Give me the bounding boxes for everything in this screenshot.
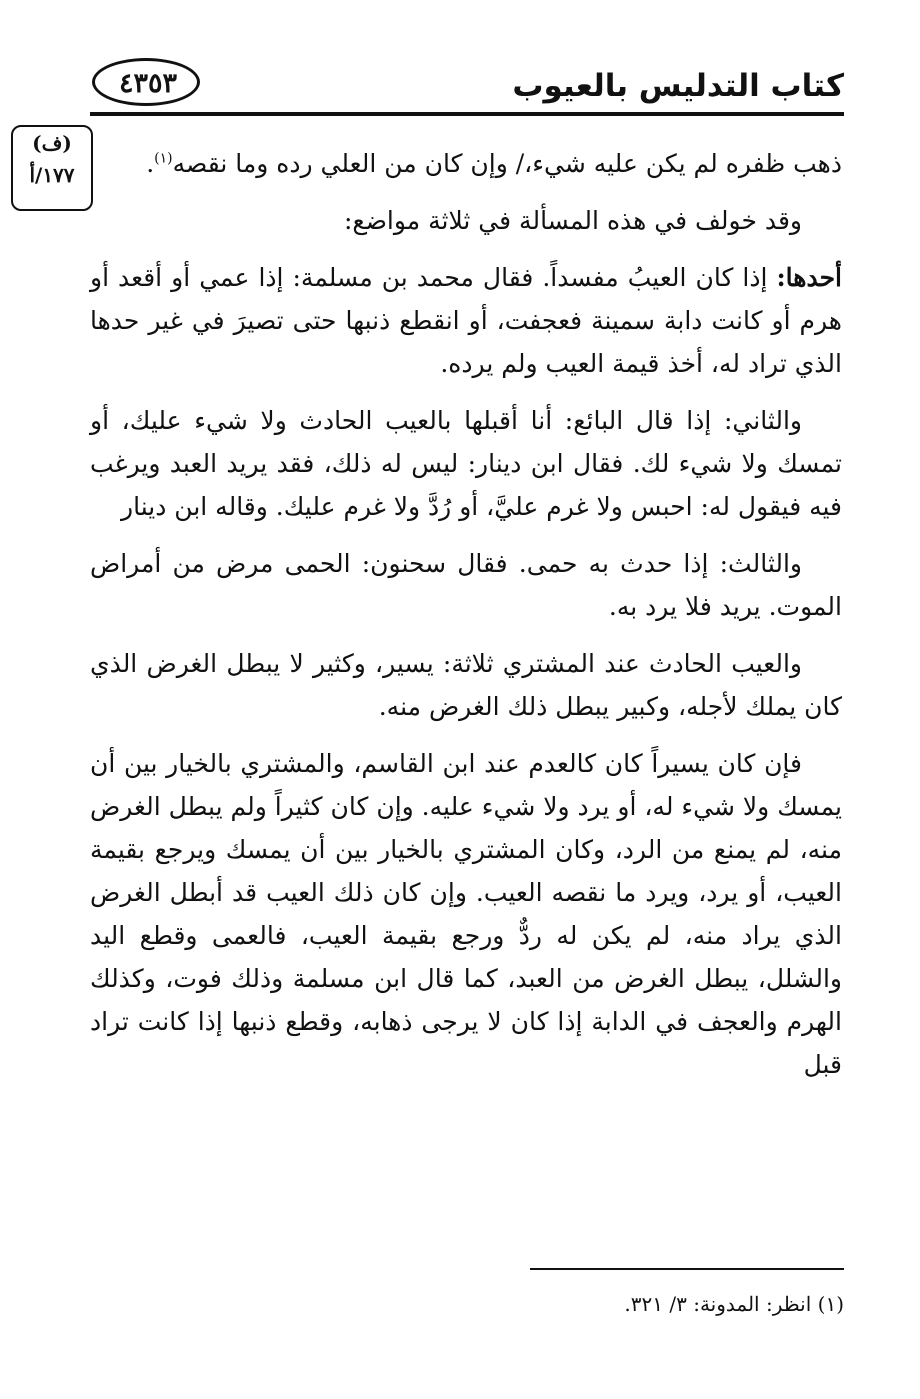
paragraph-2 bbox=[90, 199, 842, 242]
page-number: ٤٣٥٣ bbox=[118, 68, 177, 99]
paragraph-3 bbox=[90, 256, 842, 385]
paragraph-text: إذا كان العيبُ مفسداً. فقال محمد بن مسلمة: إذا عمي أو أقعد أو هرم أو كانت دابة سمينة فعجفت، أو انقطع ذنبها حتى تصيرَ في غير حدها الذي تراد له، أخذ قيمة العيب ولم يرده. bbox=[90, 263, 842, 378]
paragraph-text: والثاني: إذا قال البائع: أنا أقبلها بالعيب الحادث ولا شيء عليك، أو تمسك ولا شيء لك. فقال ابن دينار: ليس له ذلك، فقد يريد العبد ويرغب فيه فيقول له: احبس ولا غرم عليَّ، أو رُدَّ ولا غرم عليك. وقاله ابن دينار bbox=[90, 406, 842, 521]
footnote-separator bbox=[530, 1268, 844, 1270]
paragraph-4 bbox=[90, 399, 842, 528]
folio-number: ١٧٧/أ bbox=[29, 163, 75, 187]
folio-label: (ف) bbox=[32, 131, 72, 155]
paragraph-text: فإن كان يسيراً كان كالعدم عند ابن القاسم، والمشتري بالخيار بين أن يمسك ولا شيء له، أو يرد ولا شيء عليه. وإن كان كثيراً ولم يبطل الغرض منه، لم يمنع من الرد، وكان المشتري بالخيار بين أن يمسك ويرجع بقيمة العيب، أو يرد، ويرد ما نقصه العيب. وإن كان ذلك العيب قد أبطل الغرض الذي يراد منه، لم يكن له ردٌّ ورجع بقيمة العيب، فالعمى وقطع اليد والشلل، يبطل الغرض من العبد، كما قال ابن مسلمة وذلك فوت، وكذلك الهرم والعجف في الدابة إذا كان لا يرجى ذهابه، وقطع ذنبها إذا كانت تراد قبل bbox=[90, 749, 842, 1079]
paragraph-text: ذهب ظفره لم يكن عليه شيء،/ وإن كان من العلي رده وما نقصه bbox=[172, 149, 842, 178]
page-header bbox=[88, 48, 844, 128]
page-body bbox=[90, 142, 842, 1100]
footnote-reference: (١) bbox=[154, 150, 173, 167]
footnote: (١) انظر: المدونة: ٣/ ٣٢١. bbox=[624, 1292, 844, 1316]
paragraph-text: والعيب الحادث عند المشتري ثلاثة: يسير، وكثير لا يبطل الغرض الذي كان يملك لأجله، وكبير يبطل ذلك الغرض منه. bbox=[90, 649, 842, 721]
paragraph-5 bbox=[90, 542, 842, 628]
paragraph-lead: أحدها: bbox=[776, 263, 842, 292]
paragraph-1 bbox=[90, 142, 842, 185]
paragraph-end: . bbox=[146, 149, 155, 178]
manuscript-folio-note bbox=[11, 125, 93, 211]
paragraph-text: والثالث: إذا حدث به حمى. فقال سحنون: الحمى مرض من أمراض الموت. يريد فلا يرد به. bbox=[90, 549, 842, 621]
header-rule bbox=[90, 112, 844, 116]
book-title: كتاب التدليس بالعيوب bbox=[512, 68, 844, 104]
paragraph-text: وقد خولف في هذه المسألة في ثلاثة مواضع: bbox=[343, 206, 802, 235]
paragraph-6 bbox=[90, 642, 842, 728]
paragraph-7 bbox=[90, 742, 842, 1086]
